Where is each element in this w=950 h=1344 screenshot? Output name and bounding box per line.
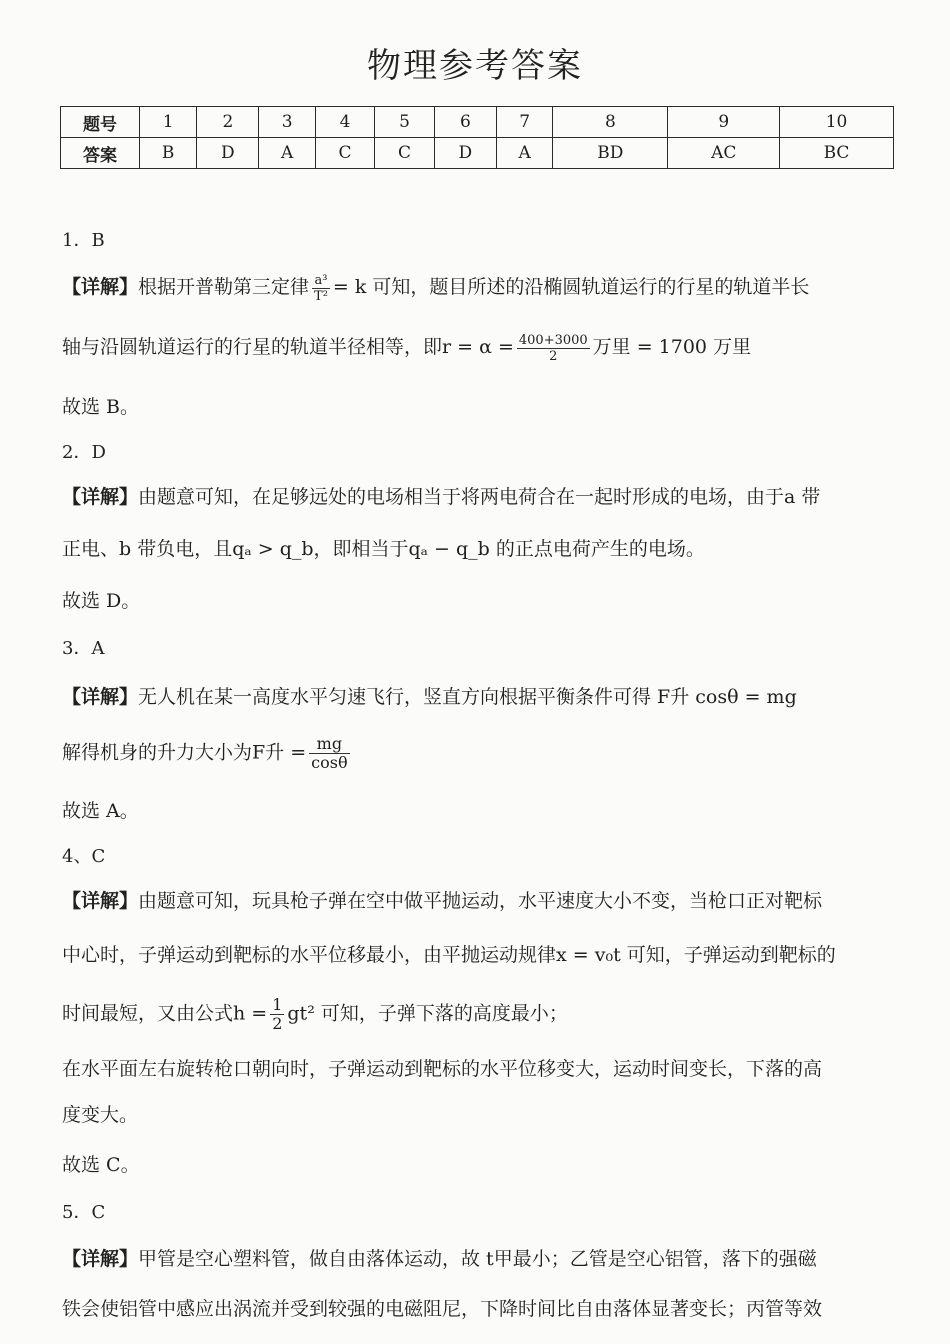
table-cell-answer: AC: [668, 138, 780, 169]
fraction-numerator: 400+3000: [518, 332, 588, 348]
table-cell-number: 8: [553, 107, 668, 138]
page-title: 物理参考答案: [367, 46, 583, 86]
table-row-numbers: [61, 107, 894, 138]
q1-text: 根据开普勒第三定律: [138, 276, 310, 298]
q4-text: 由题意可知，玩具枪子弹在空中做平抛运动，水平速度大小不变，当枪口正对靶标: [138, 890, 823, 912]
table-cell-number: 7: [496, 107, 552, 138]
table-cell-number: 3: [259, 107, 315, 138]
q2-line-1: [62, 482, 890, 509]
table-cell-answer: D: [197, 138, 259, 169]
table-cell-answer: A: [259, 138, 315, 169]
q4-line-1: [62, 886, 890, 913]
detail-label: 【详解】: [62, 486, 139, 508]
fraction-numerator: 1: [272, 995, 283, 1014]
fraction-denominator: 2: [272, 1014, 283, 1033]
answer-table: [60, 106, 894, 169]
q4-heading: 4、C: [62, 846, 106, 867]
detail-label: 【详解】: [62, 686, 139, 708]
fraction-numerator: a³: [312, 273, 330, 289]
lift-fraction: [309, 735, 349, 772]
q4-conclusion: 故选 C。: [62, 1154, 140, 1176]
q1-text: 万里 = 1700 万里: [592, 336, 752, 358]
table-cell-answer: C: [375, 138, 434, 169]
q4-line-5: 度变大。: [62, 1104, 139, 1126]
table-cell-number: 5: [375, 107, 434, 138]
table-cell-number: 10: [780, 107, 894, 138]
table-cell-answer: D: [434, 138, 496, 169]
q3-line-2: [62, 735, 890, 772]
table-cell-answer: BD: [553, 138, 668, 169]
q2-text: 由题意可知，在足够远处的电场相当于将两电荷合在一起时形成的电场，由于a 带: [138, 486, 821, 508]
q2-line-2: 正电、b 带负电，且qₐ > q_b，即相当于qₐ − q_b 的正点电荷产生的电场。: [62, 538, 705, 560]
q3-text: 无人机在某一高度水平匀速飞行，竖直方向根据平衡条件可得 F升 cosθ = mg: [138, 686, 797, 708]
table-cell-answer: BC: [780, 138, 894, 169]
table-row-answers: [61, 138, 894, 169]
fraction-denominator: T²: [314, 288, 328, 304]
table-cell-number: 4: [315, 107, 374, 138]
table-cell-number: 6: [434, 107, 496, 138]
q2-conclusion: 故选 D。: [62, 590, 141, 612]
detail-label: 【详解】: [62, 1248, 139, 1270]
kepler-fraction: [312, 273, 330, 304]
q4-text: gt² 可知，子弹下落的高度最小；: [287, 1002, 568, 1025]
q2-heading: 2．D: [62, 442, 106, 463]
q1-text: = k 可知，题目所述的沿椭圆轨道运行的行星的轨道半长: [332, 276, 810, 298]
q3-line-1: [62, 682, 890, 709]
table-cell-number: 9: [668, 107, 780, 138]
q4-text: 时间最短，又由公式h =: [62, 1002, 268, 1025]
table-cell-number: 1: [140, 107, 197, 138]
q5-text: 甲管是空心塑料管，做自由落体运动，故 t甲最小；乙管是空心铝管，落下的强磁: [138, 1248, 817, 1270]
table-header-answer: 答案: [61, 138, 140, 169]
q1-conclusion: 故选 B。: [62, 396, 140, 418]
detail-label: 【详解】: [62, 276, 139, 298]
q1-text: 轴与沿圆轨道运行的行星的轨道半径相等，即r = α =: [62, 336, 514, 358]
fraction-numerator: mg: [309, 735, 349, 754]
table-cell-answer: B: [140, 138, 197, 169]
q3-text: 解得机身的升力大小为F升 =: [62, 741, 307, 764]
q4-line-4: 在水平面左右旋转枪口朝向时，子弹运动到靶标的水平位移变大，运动时间变长，下落的高: [62, 1058, 823, 1080]
detail-label: 【详解】: [62, 890, 139, 912]
half-fraction: [270, 996, 284, 1033]
q4-line-3: [62, 996, 890, 1033]
q5-line-1: [62, 1244, 890, 1271]
q5-line-2: 铁会使铝管中感应出涡流并受到较强的电磁阻尼，下降时间比自由落体显著变长；丙管等效: [62, 1298, 823, 1320]
table-header-question-number: 题号: [61, 107, 140, 138]
radius-fraction: [517, 333, 590, 364]
q1-line-2: [62, 332, 890, 364]
q4-line-2: 中心时，子弹运动到靶标的水平位移最小，由平抛运动规律x = v₀t 可知，子弹运动到靶标的: [62, 944, 836, 966]
q5-heading: 5．C: [62, 1202, 106, 1223]
fraction-denominator: 2: [549, 348, 558, 364]
q1-line-1: [62, 272, 890, 304]
table-cell-answer: A: [496, 138, 552, 169]
table-cell-answer: C: [315, 138, 374, 169]
q3-conclusion: 故选 A。: [62, 800, 139, 822]
table-cell-number: 2: [197, 107, 259, 138]
fraction-denominator: cosθ: [311, 753, 348, 772]
q3-heading: 3．A: [62, 638, 105, 659]
q1-heading: 1．B: [62, 230, 105, 251]
